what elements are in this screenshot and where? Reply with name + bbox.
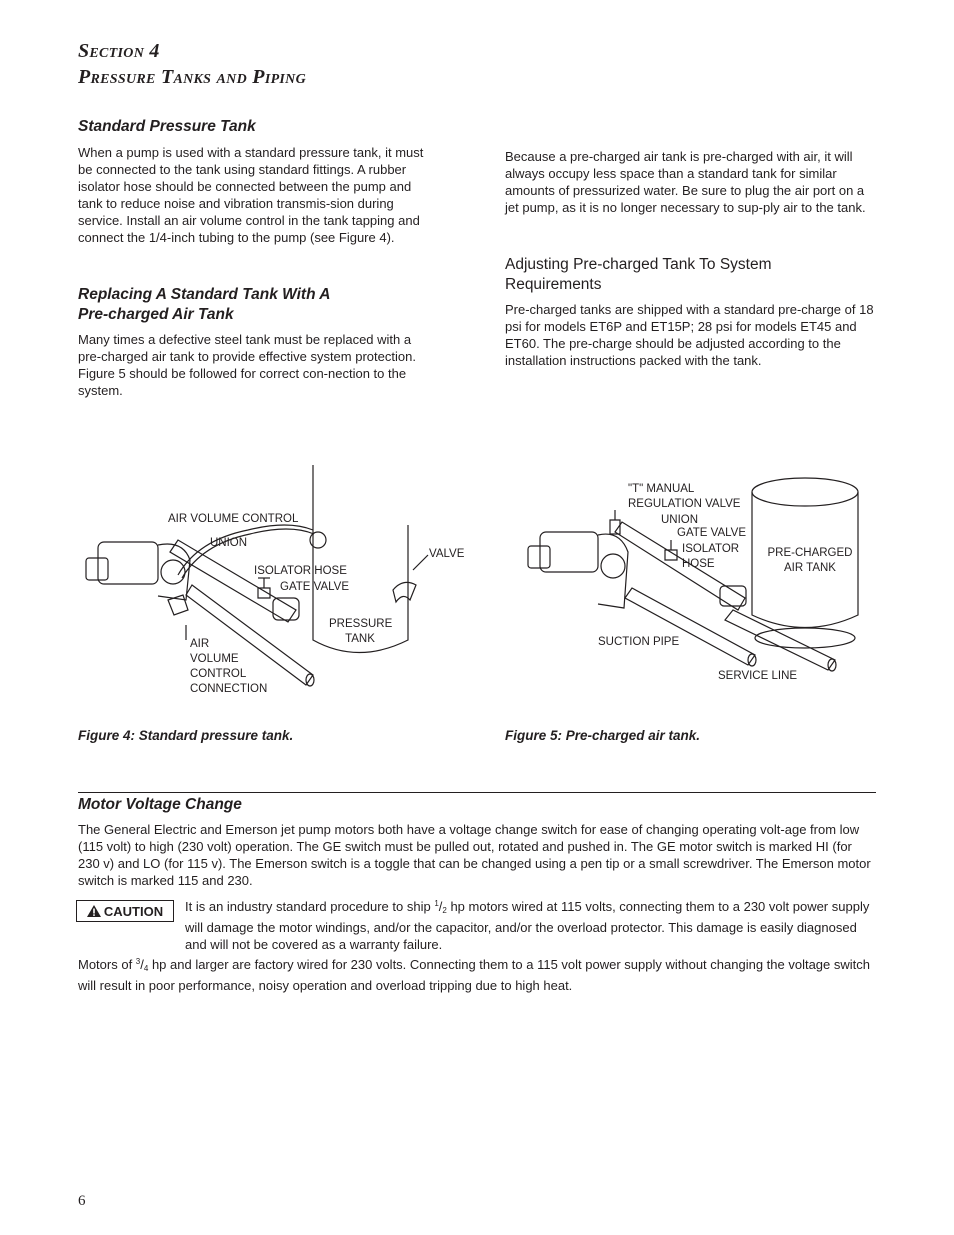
figure5-caption: Figure 5: Pre-charged air tank.: [505, 728, 701, 743]
fig5-label-service-line: SERVICE LINE: [718, 670, 798, 682]
fig4-label-avc-line3: CONTROL: [190, 668, 247, 680]
replacing-body: Many times a defective steel tank must be replaced with a pre-charged air tank to provide effective system protection. Figure 5 should be followed for correct con-nection to the system.: [78, 332, 416, 398]
caution-frac-den: 2: [442, 906, 447, 915]
replacing-heading-line2: Pre-charged Air Tank: [78, 306, 234, 323]
fig5-label-t-manual-line1: "T" MANUAL: [628, 483, 695, 495]
fig5-label-isolator-hose: [682, 542, 739, 572]
fig4-label-air-volume-control: AIR VOLUME CONTROL: [168, 513, 299, 525]
section-number: Section 4: [78, 40, 160, 62]
fig5-label-union: UNION: [661, 514, 699, 526]
warning-triangle-icon: [87, 905, 101, 917]
replacing-heading-line1: Replacing A Standard Tank With A: [78, 286, 331, 303]
fig4-label-isolator-hose: ISOLATOR HOSE: [254, 565, 347, 577]
motors-large-text: Motors of $^3/_4$ hp and larger are factory wired for 230 volts. Connecting them to a 115 volt power supply without changing the voltage switch will result in poor performance, noisy operation and overload tripping due to high heat.: [78, 957, 870, 993]
caution-text-pre: It is an industry standard procedure to ship: [185, 899, 435, 914]
fig4-label-union: UNION: [210, 537, 248, 549]
section-title: [78, 38, 578, 90]
fig5-label-pre-charged: PRE-CHARGED: [767, 547, 853, 559]
tank-valve: [393, 582, 416, 602]
motor-heading: Motor Voltage Change: [78, 796, 242, 813]
motor-junction-box: [528, 546, 550, 568]
caution-label: CAUTION: [103, 903, 164, 919]
fig5-label-suction-pipe: SUCTION PIPE: [598, 636, 680, 648]
motor-body: [98, 542, 158, 584]
fig5-label-gate-valve: GATE VALVE: [677, 527, 747, 539]
motors-frac-den: 4: [143, 964, 149, 973]
discharge-pipe: [170, 540, 296, 622]
fig5-label-air-tank: AIR TANK: [784, 562, 836, 574]
fig5-label-t-manual: [628, 482, 740, 512]
fig4-label-avc-line4: CONNECTION: [190, 683, 268, 695]
motors-text-pre: Motors of: [78, 957, 136, 972]
caution-frac-num: 1: [434, 899, 439, 908]
adjusting-heading: Adjusting Pre-charged Tank To System Requirements: [505, 256, 772, 293]
fig4-label-valve: VALVE: [429, 548, 465, 560]
motor-junction-box: [86, 558, 108, 580]
figure4-caption: Figure 4: Standard pressure tank.: [78, 728, 294, 743]
fig4-label-tank: TANK: [345, 633, 375, 645]
page-number: 6: [78, 1193, 86, 1209]
standard-tank-heading: Standard Pressure Tank: [78, 118, 256, 135]
motor-body: [540, 532, 598, 572]
fig5-label-hose: HOSE: [682, 558, 715, 570]
fig5-label-isolator: ISOLATOR: [682, 543, 740, 555]
precharged-intro-body: Because a pre-charged air tank is pre-charged with air, it will always occupy less space than a standard tank for similar amounts of pressurized water. Be sure to plug the air port on a jet pump, as it is no longer necessary to sup-ply air to the tank.: [505, 149, 866, 215]
caution-text-post: hp motors wired at 115 volts, connecting them to a 230 volt power supply will damage the motor windings, and/or the capacitor, and/or the overload protector. This damage is easily diagnosed and will not be covered as a warranty failure.: [185, 899, 870, 952]
fig4-label-avc-connection: [190, 637, 267, 697]
precharged-tank-top: [752, 478, 858, 506]
adjusting-body: Pre-charged tanks are shipped with a standard pre-charge of 18 psi for models ET6P and ET15P; 28 psi for models ET45 and ET60. The pre-charge should be adjusted according to the installation instructions packed with the tank.: [505, 302, 874, 368]
fig4-label-gate-valve: GATE VALVE: [280, 581, 350, 593]
replacing-heading: [78, 285, 438, 325]
motors-frac-num: 3: [135, 957, 141, 966]
suction-pipe: [625, 588, 755, 665]
caution-text: It is an industry standard procedure to ship $^1/_2$ hp motors wired at 115 volts, connecting them to a 230 volt power supply will damage the motor windings, and/or the capacitor, and/or the overload protector. This damage is easily diagnosed and will not be covered as a warranty failure.: [185, 899, 870, 952]
fig4-label-avc-line2: VOLUME: [190, 653, 239, 665]
section-divider: [78, 792, 876, 793]
fig5-label-t-manual-line2: REGULATION VALVE: [628, 498, 741, 510]
section-name: Pressure Tanks and Piping: [78, 66, 306, 88]
figure4-illustration: [78, 460, 478, 700]
motors-text-post: hp and larger are factory wired for 230 volts. Connecting them to a 115 volt power supply without changing the voltage switch will result in poor performance, noisy operation and overload tripping due to high heat.: [78, 957, 870, 993]
fig4-label-avc-line1: AIR: [190, 638, 210, 650]
fig4-label-pressure-tank: [329, 617, 391, 647]
standard-tank-body: When a pump is used with a standard pressure tank, it must be connected to the tank using standard fittings. A rubber isolator hose should be connected between the pump and tank to reduce noise and vibration transmis-sion during service. Install an air volume control in the tank tapping and connect the 1/4-inch tubing to the pump (see Figure 4).: [78, 145, 424, 245]
caution-badge: [76, 900, 174, 922]
motor-body: The General Electric and Emerson jet pump motors both have a voltage change switch for ease of changing operating volt-age from low (115 volt) to high (230 volt) operation. The GE switch must be pulled out, rotated and pushed in. The GE motor switch is marked HI (for 230 v) and LO (for 115 v). The Emerson switch is a toggle that can be changed using a pen tip or a small screwdriver. The Emerson motor switch is marked 115 and 230.: [78, 822, 871, 888]
fig4-label-pressure: PRESSURE: [329, 618, 393, 630]
fig5-label-precharged-tank: [766, 546, 854, 576]
